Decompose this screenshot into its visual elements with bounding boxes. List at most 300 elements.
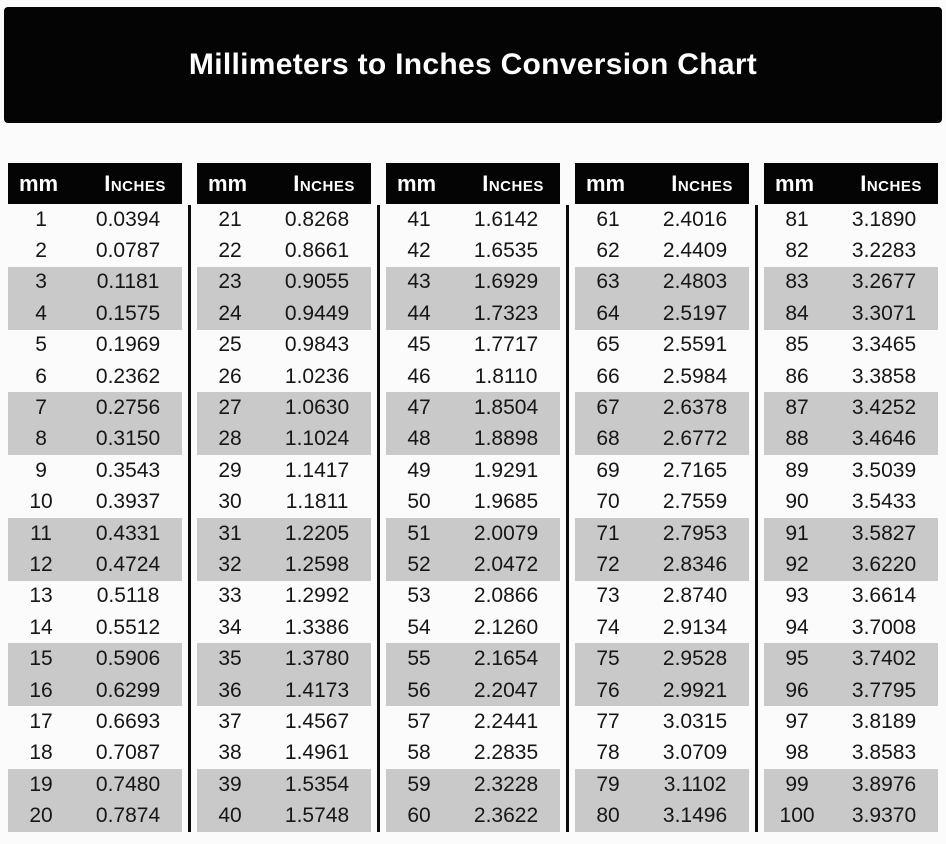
inches-value: 0.5118 xyxy=(96,584,160,608)
inches-value: 3.1890 xyxy=(851,207,917,231)
mm-value: 79 xyxy=(596,772,620,796)
mm-value: 61 xyxy=(596,207,620,231)
mm-value: 28 xyxy=(218,427,242,451)
mm-value: 87 xyxy=(785,396,809,420)
mm-value: 33 xyxy=(218,584,242,608)
mm-value: 17 xyxy=(29,709,53,733)
mm-value: 1 xyxy=(35,207,47,231)
mm-value: 95 xyxy=(785,647,809,671)
inches-value: 1.0236 xyxy=(284,364,350,388)
table-row xyxy=(764,330,938,361)
table-row xyxy=(764,518,938,549)
column-header-inches: Inches xyxy=(482,170,544,196)
inches-value: 3.3071 xyxy=(851,301,917,325)
mm-value: 20 xyxy=(29,804,53,828)
mm-value: 15 xyxy=(29,647,53,671)
table-row xyxy=(197,330,371,361)
mm-value: 31 xyxy=(218,521,242,545)
inches-value: 0.4331 xyxy=(95,521,161,545)
table-row xyxy=(8,235,182,266)
inches-value: 3.5827 xyxy=(851,521,917,545)
table-row xyxy=(764,361,938,392)
table-row xyxy=(575,330,749,361)
mm-value: 39 xyxy=(218,772,242,796)
inches-value: 1.9291 xyxy=(473,458,539,482)
table-row xyxy=(575,738,749,769)
inches-value: 0.9449 xyxy=(284,301,350,325)
table-row xyxy=(764,581,938,612)
mm-value: 72 xyxy=(596,552,620,576)
table-row xyxy=(386,392,560,423)
inches-value: 2.2047 xyxy=(473,678,539,702)
mm-value: 4 xyxy=(35,301,47,325)
table-row xyxy=(197,738,371,769)
mm-value: 8 xyxy=(35,427,47,451)
inches-value: 2.8346 xyxy=(662,552,728,576)
column-header-mm: mm xyxy=(19,170,59,196)
column-divider xyxy=(566,205,569,832)
inches-value: 0.7874 xyxy=(95,804,161,828)
table-row xyxy=(386,769,560,800)
mm-value: 10 xyxy=(29,490,53,514)
inches-value: 3.3465 xyxy=(851,333,917,357)
table-row xyxy=(764,706,938,737)
mm-value: 49 xyxy=(407,458,431,482)
mm-value: 16 xyxy=(29,678,53,702)
table-row xyxy=(8,612,182,643)
page-title: Millimeters to Inches Conversion Chart xyxy=(188,48,758,81)
inches-value: 2.0079 xyxy=(473,521,539,545)
table-row xyxy=(764,769,938,800)
mm-value: 30 xyxy=(218,490,242,514)
mm-value: 32 xyxy=(218,552,242,576)
table-column-group xyxy=(575,163,749,832)
inches-value: 3.6614 xyxy=(851,584,917,608)
table-column-group xyxy=(386,163,560,832)
inches-value: 0.1181 xyxy=(96,270,160,294)
mm-value: 12 xyxy=(29,552,53,576)
table-row xyxy=(575,392,749,423)
inches-value: 0.9843 xyxy=(284,333,350,357)
inches-value: 2.7559 xyxy=(662,490,728,514)
mm-value: 83 xyxy=(785,270,809,294)
inches-value: 3.5039 xyxy=(851,458,917,482)
inches-value: 0.5906 xyxy=(95,647,161,671)
mm-value: 18 xyxy=(29,741,53,765)
inches-value: 3.7795 xyxy=(851,678,917,702)
inches-value: 1.9685 xyxy=(473,490,539,514)
inches-value: 2.8740 xyxy=(662,584,728,608)
table-row xyxy=(386,612,560,643)
table-header-row xyxy=(8,163,182,204)
mm-value: 40 xyxy=(218,804,242,828)
inches-value: 2.0866 xyxy=(473,584,539,608)
table-row xyxy=(8,330,182,361)
table-row xyxy=(386,675,560,706)
table-row xyxy=(575,643,749,674)
inches-value: 2.7953 xyxy=(662,521,728,545)
mm-value: 71 xyxy=(596,521,620,545)
table-row xyxy=(764,612,938,643)
inches-value: 1.1811 xyxy=(285,490,349,514)
table-row xyxy=(764,392,938,423)
table-row xyxy=(8,204,182,235)
mm-value: 100 xyxy=(779,804,815,828)
table-row xyxy=(575,424,749,455)
inches-value: 0.7087 xyxy=(95,741,161,765)
table-row xyxy=(386,455,560,486)
inches-value: 3.8583 xyxy=(851,741,917,765)
inches-value: 1.7323 xyxy=(473,301,539,325)
mm-value: 99 xyxy=(785,772,809,796)
table-row xyxy=(197,204,371,235)
table-row xyxy=(386,487,560,518)
inches-value: 1.1417 xyxy=(284,458,350,482)
inches-value: 3.0315 xyxy=(662,709,728,733)
table-column-group xyxy=(8,163,182,832)
inches-value: 0.2362 xyxy=(95,364,161,388)
mm-value: 86 xyxy=(785,364,809,388)
mm-value: 24 xyxy=(218,301,242,325)
mm-value: 7 xyxy=(35,396,47,420)
mm-value: 63 xyxy=(596,270,620,294)
table-row xyxy=(575,487,749,518)
mm-value: 42 xyxy=(407,239,431,263)
inches-value: 3.2283 xyxy=(851,239,917,263)
inches-value: 3.1496 xyxy=(662,804,728,828)
mm-value: 26 xyxy=(218,364,242,388)
table-row xyxy=(8,487,182,518)
mm-value: 98 xyxy=(785,741,809,765)
column-divider xyxy=(755,205,758,832)
mm-value: 52 xyxy=(407,552,431,576)
table-row xyxy=(575,235,749,266)
column-divider xyxy=(188,205,191,832)
column-header-mm: mm xyxy=(586,170,626,196)
inches-value: 1.5354 xyxy=(284,772,350,796)
inches-value: 0.6299 xyxy=(95,678,161,702)
mm-value: 46 xyxy=(407,364,431,388)
inches-value: 2.6772 xyxy=(662,427,728,451)
table-row xyxy=(575,706,749,737)
inches-value: 2.5197 xyxy=(662,301,728,325)
mm-value: 51 xyxy=(407,521,431,545)
mm-value: 34 xyxy=(218,615,242,639)
mm-value: 45 xyxy=(407,333,431,357)
mm-value: 66 xyxy=(596,364,620,388)
mm-value: 47 xyxy=(407,396,431,420)
table-row xyxy=(197,549,371,580)
column-header-mm: mm xyxy=(208,170,248,196)
mm-value: 82 xyxy=(785,239,809,263)
table-row xyxy=(764,455,938,486)
table-row xyxy=(197,361,371,392)
inches-value: 2.9134 xyxy=(662,615,728,639)
mm-value: 70 xyxy=(596,490,620,514)
inches-value: 3.1102 xyxy=(663,772,727,796)
mm-value: 14 xyxy=(29,615,53,639)
mm-value: 85 xyxy=(785,333,809,357)
table-row xyxy=(575,455,749,486)
table-row xyxy=(386,424,560,455)
table-row xyxy=(575,298,749,329)
table-row xyxy=(386,738,560,769)
mm-value: 92 xyxy=(785,552,809,576)
inches-value: 0.0394 xyxy=(95,207,161,231)
inches-value: 0.9055 xyxy=(284,270,350,294)
table-row xyxy=(575,518,749,549)
mm-value: 55 xyxy=(407,647,431,671)
mm-value: 60 xyxy=(407,804,431,828)
inches-value: 2.5984 xyxy=(662,364,728,388)
mm-value: 58 xyxy=(407,741,431,765)
inches-value: 3.2677 xyxy=(851,270,917,294)
inches-value: 0.1969 xyxy=(95,333,161,357)
inches-value: 2.9528 xyxy=(662,647,728,671)
inches-value: 1.6929 xyxy=(473,270,539,294)
table-row xyxy=(575,361,749,392)
table-row xyxy=(8,706,182,737)
inches-value: 2.4803 xyxy=(662,270,728,294)
inches-value: 1.8110 xyxy=(474,364,538,388)
table-row xyxy=(197,267,371,298)
table-row xyxy=(764,204,938,235)
inches-value: 1.4567 xyxy=(284,709,350,733)
table-row xyxy=(8,424,182,455)
mm-value: 78 xyxy=(596,741,620,765)
mm-value: 69 xyxy=(596,458,620,482)
table-row xyxy=(764,487,938,518)
table-row xyxy=(386,298,560,329)
mm-value: 84 xyxy=(785,301,809,325)
mm-value: 21 xyxy=(218,207,242,231)
mm-value: 11 xyxy=(30,521,52,545)
inches-value: 1.4173 xyxy=(284,678,350,702)
inches-value: 0.7480 xyxy=(95,772,161,796)
inches-value: 0.5512 xyxy=(95,615,161,639)
table-row xyxy=(197,235,371,266)
title-bar xyxy=(4,7,942,123)
inches-value: 0.3937 xyxy=(95,490,161,514)
mm-value: 80 xyxy=(596,804,620,828)
table-row xyxy=(8,549,182,580)
column-header-inches: Inches xyxy=(860,170,922,196)
table-row xyxy=(197,581,371,612)
mm-value: 43 xyxy=(407,270,431,294)
mm-value: 77 xyxy=(596,709,620,733)
mm-value: 53 xyxy=(407,584,431,608)
inches-value: 3.8189 xyxy=(851,709,917,733)
mm-value: 36 xyxy=(218,678,242,702)
table-row xyxy=(764,549,938,580)
inches-value: 2.5591 xyxy=(662,333,728,357)
mm-value: 59 xyxy=(407,772,431,796)
inches-value: 2.4409 xyxy=(662,239,728,263)
table-row xyxy=(764,675,938,706)
inches-value: 2.0472 xyxy=(473,552,539,576)
table-row xyxy=(575,267,749,298)
mm-value: 48 xyxy=(407,427,431,451)
table-row xyxy=(575,675,749,706)
table-row xyxy=(386,518,560,549)
table-row xyxy=(197,769,371,800)
table-column-group xyxy=(197,163,371,832)
table-row xyxy=(8,800,182,831)
table-row xyxy=(764,235,938,266)
table-row xyxy=(8,769,182,800)
table-column-group xyxy=(764,163,938,832)
mm-value: 41 xyxy=(407,207,431,231)
table-row xyxy=(764,298,938,329)
table-row xyxy=(386,549,560,580)
inches-value: 0.2756 xyxy=(95,396,161,420)
mm-value: 75 xyxy=(596,647,620,671)
inches-value: 2.2835 xyxy=(473,741,539,765)
inches-value: 1.1024 xyxy=(284,427,350,451)
inches-value: 2.2441 xyxy=(473,709,539,733)
mm-value: 74 xyxy=(596,615,620,639)
inches-value: 3.3858 xyxy=(851,364,917,388)
table-header-row xyxy=(386,163,560,204)
mm-value: 3 xyxy=(35,270,47,294)
inches-value: 2.3228 xyxy=(473,772,539,796)
inches-value: 3.6220 xyxy=(851,552,917,576)
inches-value: 3.7402 xyxy=(851,647,917,671)
table-row xyxy=(197,612,371,643)
inches-value: 1.5748 xyxy=(284,804,350,828)
inches-value: 3.4252 xyxy=(851,396,917,420)
inches-value: 2.4016 xyxy=(662,207,728,231)
mm-value: 44 xyxy=(407,301,431,325)
inches-value: 0.4724 xyxy=(95,552,161,576)
column-divider xyxy=(377,205,380,832)
inches-value: 1.2205 xyxy=(284,521,350,545)
mm-value: 56 xyxy=(407,678,431,702)
mm-value: 73 xyxy=(596,584,620,608)
inches-value: 2.1654 xyxy=(473,647,539,671)
table-row xyxy=(8,455,182,486)
mm-value: 27 xyxy=(218,396,242,420)
conversion-table xyxy=(8,163,938,832)
table-row xyxy=(386,235,560,266)
table-row xyxy=(386,706,560,737)
inches-value: 1.3386 xyxy=(284,615,350,639)
table-row xyxy=(764,643,938,674)
mm-value: 2 xyxy=(35,239,47,263)
mm-value: 38 xyxy=(218,741,242,765)
table-row xyxy=(386,330,560,361)
inches-value: 1.6142 xyxy=(473,207,539,231)
column-header-mm: mm xyxy=(397,170,437,196)
mm-value: 94 xyxy=(785,615,809,639)
inches-value: 2.7165 xyxy=(662,458,728,482)
column-header-mm: mm xyxy=(775,170,815,196)
mm-value: 50 xyxy=(407,490,431,514)
column-header-inches: Inches xyxy=(104,170,166,196)
table-row xyxy=(764,738,938,769)
table-row xyxy=(197,675,371,706)
table-row xyxy=(197,487,371,518)
table-row xyxy=(8,581,182,612)
mm-value: 35 xyxy=(218,647,242,671)
table-row xyxy=(764,267,938,298)
table-row xyxy=(575,204,749,235)
table-row xyxy=(8,738,182,769)
inches-value: 3.8976 xyxy=(851,772,917,796)
inches-value: 1.4961 xyxy=(284,741,350,765)
table-row xyxy=(386,267,560,298)
table-row xyxy=(8,392,182,423)
inches-value: 1.2992 xyxy=(284,584,350,608)
mm-value: 5 xyxy=(35,333,47,357)
table-row xyxy=(197,392,371,423)
inches-value: 3.0709 xyxy=(662,741,728,765)
table-row xyxy=(197,800,371,831)
inches-value: 1.3780 xyxy=(284,647,350,671)
inches-value: 0.8661 xyxy=(284,239,350,263)
inches-value: 0.8268 xyxy=(284,207,350,231)
mm-value: 37 xyxy=(218,709,242,733)
table-row xyxy=(197,518,371,549)
table-row xyxy=(575,769,749,800)
table-row xyxy=(197,643,371,674)
mm-value: 65 xyxy=(596,333,620,357)
table-row xyxy=(197,424,371,455)
mm-value: 57 xyxy=(407,709,431,733)
mm-value: 91 xyxy=(785,521,809,545)
inches-value: 3.7008 xyxy=(851,615,917,639)
table-row xyxy=(764,800,938,831)
table-row xyxy=(8,643,182,674)
inches-value: 1.8898 xyxy=(473,427,539,451)
mm-value: 25 xyxy=(218,333,242,357)
table-row xyxy=(386,643,560,674)
inches-value: 0.1575 xyxy=(95,301,161,325)
table-header-row xyxy=(575,163,749,204)
inches-value: 3.9370 xyxy=(851,804,917,828)
mm-value: 68 xyxy=(596,427,620,451)
table-row xyxy=(575,800,749,831)
table-row xyxy=(575,612,749,643)
mm-value: 29 xyxy=(218,458,242,482)
table-row xyxy=(764,424,938,455)
table-row xyxy=(386,581,560,612)
mm-value: 9 xyxy=(35,458,47,482)
mm-value: 23 xyxy=(218,270,242,294)
inches-value: 0.0787 xyxy=(95,239,161,263)
mm-value: 90 xyxy=(785,490,809,514)
table-row xyxy=(386,204,560,235)
table-row xyxy=(8,267,182,298)
mm-value: 89 xyxy=(785,458,809,482)
inches-value: 0.3150 xyxy=(95,427,161,451)
table-row xyxy=(8,518,182,549)
inches-value: 2.3622 xyxy=(473,804,539,828)
table-row xyxy=(386,361,560,392)
mm-value: 6 xyxy=(35,364,47,388)
inches-value: 3.5433 xyxy=(851,490,917,514)
inches-value: 2.9921 xyxy=(662,678,728,702)
mm-value: 96 xyxy=(785,678,809,702)
table-row xyxy=(197,455,371,486)
inches-value: 1.0630 xyxy=(284,396,350,420)
mm-value: 22 xyxy=(218,239,242,263)
inches-value: 1.2598 xyxy=(284,552,350,576)
table-row xyxy=(575,581,749,612)
column-header-inches: Inches xyxy=(293,170,355,196)
mm-value: 62 xyxy=(596,239,620,263)
inches-value: 0.3543 xyxy=(95,458,161,482)
